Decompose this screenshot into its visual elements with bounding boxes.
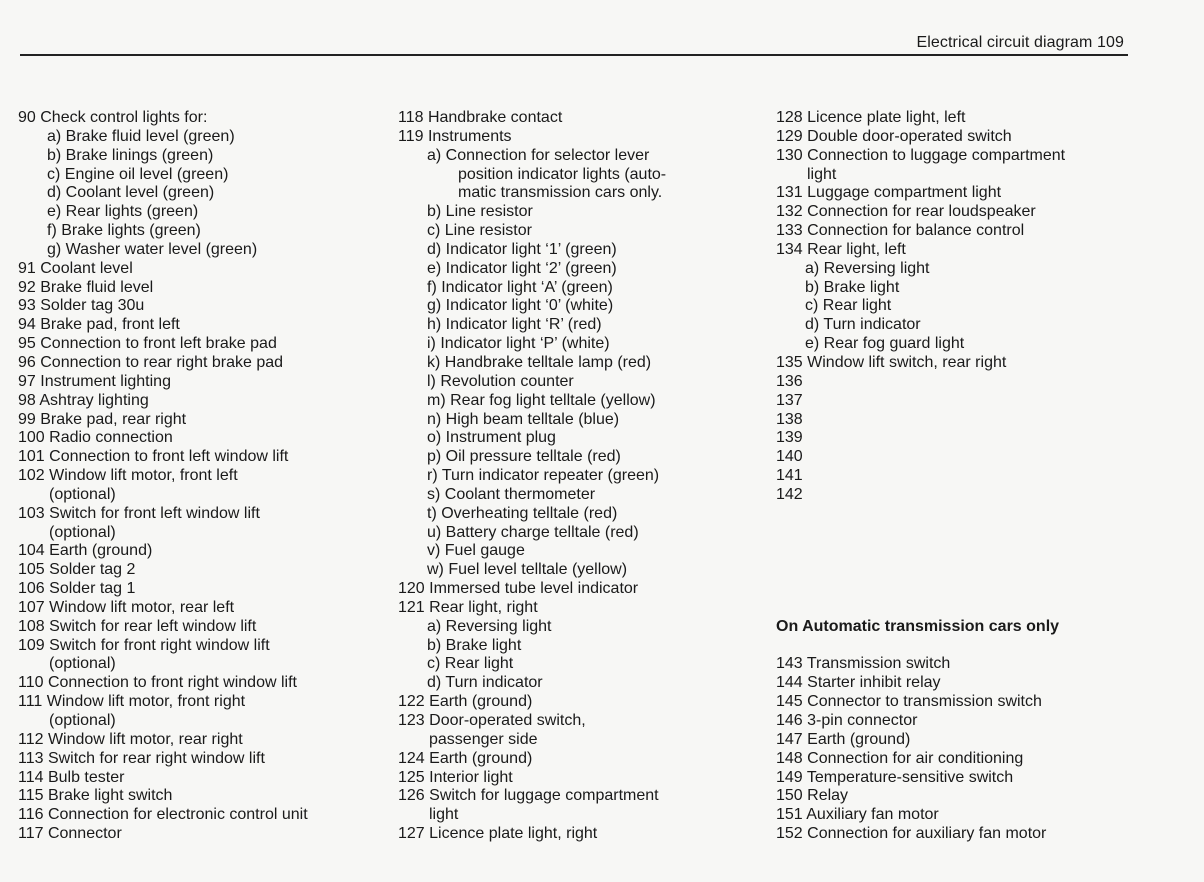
legend-entry: passenger side [429, 730, 538, 748]
legend-entry: a) Connection for selector lever [427, 146, 650, 164]
legend-entry: o) Instrument plug [427, 429, 556, 447]
legend-entry: k) Handbrake telltale lamp (red) [427, 353, 652, 371]
legend-entry: 124 Earth (ground) [398, 749, 533, 767]
legend-entry: 151 Auxiliary fan motor [776, 806, 939, 824]
legend-entry: a) Reversing light [805, 259, 930, 277]
legend-entry: 152 Connection for auxiliary fan motor [776, 825, 1047, 843]
legend-entry: 117 Connector [18, 825, 122, 843]
legend-entry: f) Brake lights (green) [47, 222, 201, 240]
legend-entry: n) High beam telltale (blue) [427, 410, 620, 428]
legend-entry: m) Rear fog light telltale (yellow) [427, 391, 656, 409]
legend-entry: 112 Window lift motor, rear right [18, 730, 243, 748]
legend-entry: 98 Ashtray lighting [18, 391, 149, 409]
section-heading: On Automatic transmission cars only [776, 617, 1060, 635]
legend-entry: e) Indicator light ‘2’ (green) [427, 259, 617, 277]
legend-entry: r) Turn indicator repeater (green) [427, 467, 660, 485]
legend-entry: v) Fuel gauge [427, 542, 525, 560]
legend-entry: light [807, 165, 837, 183]
legend-entry: 108 Switch for rear left window lift [18, 617, 257, 635]
legend-entry: 99 Brake pad, rear right [18, 410, 187, 428]
legend-entry: w) Fuel level telltale (yellow) [427, 561, 628, 579]
legend-column-3 [776, 109, 1065, 844]
legend-entry: g) Washer water level (green) [47, 240, 258, 258]
legend-column-2 [398, 109, 666, 844]
legend-entry: 150 Relay [776, 787, 849, 805]
legend-entry: 114 Bulb tester [18, 768, 125, 786]
legend-entry: b) Brake linings (green) [47, 146, 214, 164]
legend-entry: b) Brake light [805, 278, 900, 296]
legend-entry: a) Reversing light [427, 617, 552, 635]
legend-entry: 140 [776, 448, 803, 466]
legend-entry: 110 Connection to front right window lift [18, 674, 297, 692]
legend-entry: 90 Check control lights for: [18, 109, 208, 126]
legend-entry: 131 Luggage compartment light [776, 184, 1002, 202]
legend-entry: 141 [776, 467, 803, 485]
spacer [776, 505, 1065, 524]
legend-entry: 109 Switch for front right window lift [18, 636, 270, 654]
legend-entry: 107 Window lift motor, rear left [18, 598, 235, 616]
legend-entry: light [429, 806, 459, 824]
legend-entry: 115 Brake light switch [18, 787, 173, 805]
page-header-title: Electrical circuit diagram 109 [916, 34, 1124, 51]
legend-entry: 135 Window lift switch, rear right [776, 353, 1007, 371]
legend-entry: 93 Solder tag 30u [18, 297, 145, 315]
legend-entry: c) Engine oil level (green) [47, 165, 229, 183]
legend-entry: 91 Coolant level [18, 259, 133, 277]
legend-entry: 92 Brake fluid level [18, 278, 154, 296]
legend-entry: 146 3-pin connector [776, 712, 918, 729]
legend-entry: 104 Earth (ground) [18, 542, 153, 560]
legend-entry: s) Coolant thermometer [427, 485, 596, 503]
legend-entry: 96 Connection to rear right brake pad [18, 353, 284, 371]
legend-entry: p) Oil pressure telltale (red) [427, 448, 621, 466]
legend-entry: c) Line resistor [427, 222, 532, 240]
legend-entry: f) Indicator light ‘A’ (green) [427, 278, 613, 296]
spacer [776, 542, 1065, 561]
legend-entry: 143 Transmission switch [776, 655, 951, 673]
legend-entry: 144 Starter inhibit relay [776, 674, 941, 692]
legend-entry: u) Battery charge telltale (red) [427, 523, 639, 541]
legend-entry: (optional) [49, 712, 116, 729]
legend-entry: 102 Window lift motor, front left [18, 467, 238, 485]
legend-entry: 97 Instrument lighting [18, 372, 171, 390]
legend-entry: 126 Switch for luggage compartment [398, 787, 659, 805]
legend-entry: 118 Handbrake contact [398, 109, 563, 126]
legend-entry: e) Rear lights (green) [47, 203, 199, 221]
legend-entry: l) Revolution counter [427, 372, 574, 390]
legend-entry: 128 Licence plate light, left [776, 109, 966, 126]
legend-entry: 106 Solder tag 1 [18, 580, 136, 598]
legend-entry: (optional) [49, 523, 116, 541]
legend-entry: h) Indicator light ‘R’ (red) [427, 316, 602, 334]
legend-entry: 116 Connection for electronic control unit [18, 806, 308, 824]
legend-entry: c) Rear light [805, 297, 892, 315]
legend-entry: 147 Earth (ground) [776, 730, 911, 748]
legend-entry: 134 Rear light, left [776, 240, 906, 258]
legend-column-1 [18, 109, 308, 844]
legend-entry: (optional) [49, 485, 116, 503]
spacer [776, 637, 1065, 656]
legend-entry: 130 Connection to luggage compartment [776, 146, 1066, 164]
legend-entry: 142 [776, 485, 803, 503]
legend-entry: 121 Rear light, right [398, 598, 538, 616]
legend-entry: d) Turn indicator [427, 674, 543, 692]
legend-entry: 125 Interior light [398, 768, 513, 786]
legend-entry: 113 Switch for rear right window lift [18, 749, 265, 767]
legend-entry: a) Brake fluid level (green) [47, 127, 235, 145]
legend-entry: d) Indicator light ‘1’ (green) [427, 240, 617, 258]
spacer [776, 524, 1065, 543]
legend-entry: b) Line resistor [427, 203, 533, 221]
legend-entry: matic transmission cars only. [458, 184, 663, 202]
legend-entry: d) Turn indicator [805, 316, 921, 334]
legend-entry: 120 Immersed tube level indicator [398, 580, 639, 598]
legend-entry: g) Indicator light ‘0’ (white) [427, 297, 614, 315]
legend-entry: position indicator lights (auto- [458, 165, 667, 183]
spacer [776, 561, 1065, 580]
legend-entry: 129 Double door-operated switch [776, 127, 1012, 145]
legend-entry: 148 Connection for air conditioning [776, 749, 1024, 767]
legend-entry: 94 Brake pad, front left [18, 316, 180, 334]
legend-entry: 122 Earth (ground) [398, 693, 533, 711]
legend-entry: 137 [776, 391, 803, 409]
legend-entry: b) Brake light [427, 636, 522, 654]
legend-entry: 132 Connection for rear loudspeaker [776, 203, 1036, 221]
header-rule [20, 54, 1128, 56]
legend-entry: c) Rear light [427, 655, 514, 673]
legend-entry: i) Indicator light ‘P’ (white) [427, 335, 610, 353]
legend-entry: 133 Connection for balance control [776, 222, 1025, 240]
legend-entry: d) Coolant level (green) [47, 184, 215, 202]
legend-entry: 100 Radio connection [18, 429, 173, 447]
spacer [776, 599, 1065, 618]
legend-entry: 138 [776, 410, 803, 428]
legend-entry: 119 Instruments [398, 127, 512, 145]
legend-entry: 127 Licence plate light, right [398, 825, 598, 843]
legend-entry: 103 Switch for front left window lift [18, 504, 260, 522]
legend-entry: 149 Temperature-sensitive switch [776, 768, 1014, 786]
legend-entry: 111 Window lift motor, front right [18, 693, 246, 711]
legend-entry: 139 [776, 429, 803, 447]
legend-entry: 105 Solder tag 2 [18, 561, 136, 579]
spacer [776, 580, 1065, 599]
legend-entry: t) Overheating telltale (red) [427, 504, 618, 522]
legend-entry: 101 Connection to front left window lift [18, 448, 289, 466]
legend-entry: e) Rear fog guard light [805, 335, 965, 353]
legend-entry: 123 Door-operated switch, [398, 712, 586, 729]
legend-entry: (optional) [49, 655, 116, 673]
legend-entry: 95 Connection to front left brake pad [18, 335, 277, 353]
legend-entry: 136 [776, 372, 803, 390]
legend-entry: 145 Connector to transmission switch [776, 693, 1042, 711]
